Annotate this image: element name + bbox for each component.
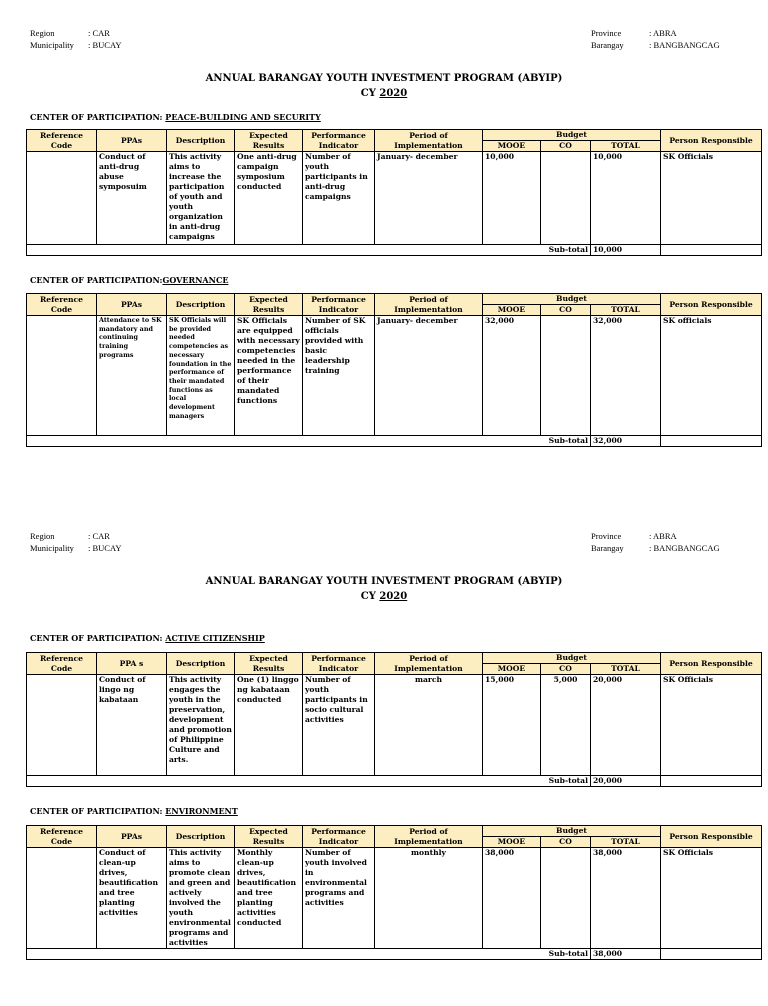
municipality-row (30, 39, 121, 51)
table-environment (26, 825, 762, 960)
col-ppas: PPA s (97, 653, 167, 675)
cell-mooe: 32,000 (483, 316, 541, 436)
cell-results: SK Officials are equipped with necessary competencies needed in the performance of their mandated functions (235, 316, 303, 436)
subtotal-row (27, 949, 762, 960)
col-period: Period of Implementation (375, 130, 483, 152)
col-period: Period of Implementation (375, 653, 483, 675)
col-co: CO (541, 305, 591, 316)
col-desc: Description (167, 826, 235, 848)
subtotal-value: 20,000 (591, 776, 661, 787)
col-co: CO (541, 837, 591, 848)
cell-co: 5,000 (541, 675, 591, 776)
cell-mooe: 15,000 (483, 675, 541, 776)
barangay-label: Barangay (591, 40, 624, 50)
barangay-row-2 (591, 542, 720, 554)
cell-ref (27, 316, 97, 436)
center-label-peace (30, 112, 321, 123)
col-co: CO (541, 141, 591, 152)
cell-results: Monthly clean-up drives, beautification and tree planting activities conducted (235, 848, 303, 949)
municipality-label: Municipality (30, 40, 74, 50)
cell-desc: This activity aims to increase the participation of youth and youth organization in anti-drug campaigns (167, 152, 235, 245)
subtotal-label: Sub-total (27, 436, 591, 447)
year-value: 2020 (379, 88, 408, 99)
cell-person: SK Officials (661, 152, 762, 245)
center-name: ACTIVE CITIZENSHIP (165, 633, 265, 643)
cell-co (541, 316, 591, 436)
col-budget: Budget (483, 653, 661, 664)
municipality-label: Municipality (30, 543, 74, 553)
cell-person: SK officials (661, 316, 762, 436)
municipality-value: : BUCAY (88, 543, 122, 553)
col-person: Person Responsible (661, 130, 762, 152)
cell-mooe: 10,000 (483, 152, 541, 245)
col-ppas: PPAs (97, 294, 167, 316)
municipality-row-2 (30, 542, 121, 554)
col-total: TOTAL (591, 305, 661, 316)
center-prefix: CENTER OF PARTICIPATION: (30, 806, 163, 816)
cell-indicator: Number of SK officials provided with basic leadership training (303, 316, 375, 436)
region-value: : CAR (88, 531, 110, 541)
col-total: TOTAL (591, 837, 661, 848)
region-label: Region (30, 531, 55, 541)
table-row (27, 316, 762, 436)
cell-total: 38,000 (591, 848, 661, 949)
cell-total: 32,000 (591, 316, 661, 436)
cell-period: march (375, 675, 483, 776)
col-results: Expected Results (235, 294, 303, 316)
col-indicator: Performance Indicator (303, 653, 375, 675)
cell-ref (27, 848, 97, 949)
subtotal-row (27, 776, 762, 787)
barangay-value: : BANGBANGCAG (649, 543, 720, 553)
col-ref: Reference Code (27, 653, 97, 675)
table-peace-building (26, 129, 762, 256)
subtotal-value: 10,000 (591, 245, 661, 256)
col-ppas: PPAs (97, 826, 167, 848)
subtotal-value: 38,000 (591, 949, 661, 960)
province-row (591, 27, 677, 39)
table-active-citizenship (26, 652, 762, 787)
col-budget: Budget (483, 130, 661, 141)
cell-ppas: Conduct of clean-up drives, beautification and tree planting activities (97, 848, 167, 949)
barangay-value: : BANGBANGCAG (649, 40, 720, 50)
col-results: Expected Results (235, 653, 303, 675)
cell-indicator: Number of youth involved in environmental programs and activities (303, 848, 375, 949)
municipality-value: : BUCAY (88, 40, 122, 50)
cell-person: SK Officials (661, 675, 762, 776)
cell-period: January- december (375, 152, 483, 245)
cell-results: One (1) linggo ng kabataan conducted (235, 675, 303, 776)
col-mooe: MOOE (483, 837, 541, 848)
cell-ref (27, 675, 97, 776)
col-ppas: PPAs (97, 130, 167, 152)
cell-co (541, 848, 591, 949)
subtotal-label: Sub-total (27, 245, 591, 256)
table-row (27, 152, 762, 245)
col-period: Period of Implementation (375, 826, 483, 848)
barangay-row (591, 39, 720, 51)
cell-ref (27, 152, 97, 245)
col-desc: Description (167, 294, 235, 316)
province-row-2 (591, 530, 677, 542)
cell-desc: This activity engages the youth in the preservation, development and promotion of Philippine Culture and arts. (167, 675, 235, 776)
cell-ppas: Attendance to SK mandatory and continuing training programs (97, 316, 167, 436)
col-desc: Description (167, 130, 235, 152)
document-year-2 (0, 590, 768, 604)
center-name: GOVERNANCE (162, 275, 229, 285)
col-indicator: Performance Indicator (303, 130, 375, 152)
cell-period: January- december (375, 316, 483, 436)
year-prefix: CY (360, 591, 376, 602)
subtotal-label: Sub-total (27, 949, 591, 960)
subtotal-empty (661, 436, 762, 447)
col-desc: Description (167, 653, 235, 675)
col-results: Expected Results (235, 130, 303, 152)
subtotal-empty (661, 776, 762, 787)
cell-indicator: Number of youth participants in socio cultural activities (303, 675, 375, 776)
province-label: Province (591, 531, 622, 541)
col-person: Person Responsible (661, 826, 762, 848)
subtotal-value: 32,000 (591, 436, 661, 447)
col-ref: Reference Code (27, 294, 97, 316)
center-prefix: CENTER OF PARTICIPATION: (30, 275, 163, 285)
col-ref: Reference Code (27, 826, 97, 848)
region-label: Region (30, 28, 55, 38)
subtotal-empty (661, 245, 762, 256)
col-budget: Budget (483, 294, 661, 305)
cell-mooe: 38,000 (483, 848, 541, 949)
document-year (0, 87, 768, 101)
cell-ppas: Conduct of lingo ng kabataan (97, 675, 167, 776)
table-row (27, 848, 762, 949)
region-row-2 (30, 530, 110, 542)
col-mooe: MOOE (483, 141, 541, 152)
subtotal-label: Sub-total (27, 776, 591, 787)
col-mooe: MOOE (483, 664, 541, 675)
cell-co (541, 152, 591, 245)
cell-total: 20,000 (591, 675, 661, 776)
col-results: Expected Results (235, 826, 303, 848)
province-label: Province (591, 28, 622, 38)
year-value: 2020 (379, 591, 408, 602)
document-title: ANNUAL BARANGAY YOUTH INVESTMENT PROGRAM (ABYIP) (205, 73, 563, 84)
center-prefix: CENTER OF PARTICIPATION: (30, 112, 163, 122)
center-name: PEACE-BUILDING AND SECURITY (165, 112, 321, 122)
table-governance (26, 293, 762, 447)
cell-person: SK Officials (661, 848, 762, 949)
col-indicator: Performance Indicator (303, 826, 375, 848)
region-value: : CAR (88, 28, 110, 38)
cell-period: monthly (375, 848, 483, 949)
center-label-active-citizenship (30, 633, 265, 644)
cell-indicator: Number of youth participants in anti-drug campaigns (303, 152, 375, 245)
center-label-environment (30, 806, 238, 817)
col-budget: Budget (483, 826, 661, 837)
cell-desc: This activity aims to promote clean and green and actively involved the youth environmental programs and activities (167, 848, 235, 949)
cell-ppas: Conduct of anti-drug abuse symposuim (97, 152, 167, 245)
barangay-label: Barangay (591, 543, 624, 553)
col-person: Person Responsible (661, 653, 762, 675)
cell-results: One anti-drug campaign symposium conducted (235, 152, 303, 245)
subtotal-row (27, 436, 762, 447)
cell-total: 10,000 (591, 152, 661, 245)
col-period: Period of Implementation (375, 294, 483, 316)
subtotal-empty (661, 949, 762, 960)
center-name: ENVIRONMENT (165, 806, 238, 816)
cell-desc: SK Officials will be provided needed competencies as necessary foundation in the performance of their mandated functions as local development managers (167, 316, 235, 436)
region-row (30, 27, 110, 39)
col-total: TOTAL (591, 141, 661, 152)
center-prefix: CENTER OF PARTICIPATION: (30, 633, 163, 643)
province-value: : ABRA (649, 28, 677, 38)
col-mooe: MOOE (483, 305, 541, 316)
subtotal-row (27, 245, 762, 256)
col-co: CO (541, 664, 591, 675)
year-prefix: CY (360, 88, 376, 99)
col-total: TOTAL (591, 664, 661, 675)
table-row (27, 675, 762, 776)
center-label-governance (30, 275, 228, 286)
col-indicator: Performance Indicator (303, 294, 375, 316)
col-person: Person Responsible (661, 294, 762, 316)
province-value: : ABRA (649, 531, 677, 541)
document-title-2: ANNUAL BARANGAY YOUTH INVESTMENT PROGRAM (ABYIP) (205, 576, 563, 587)
col-ref: Reference Code (27, 130, 97, 152)
